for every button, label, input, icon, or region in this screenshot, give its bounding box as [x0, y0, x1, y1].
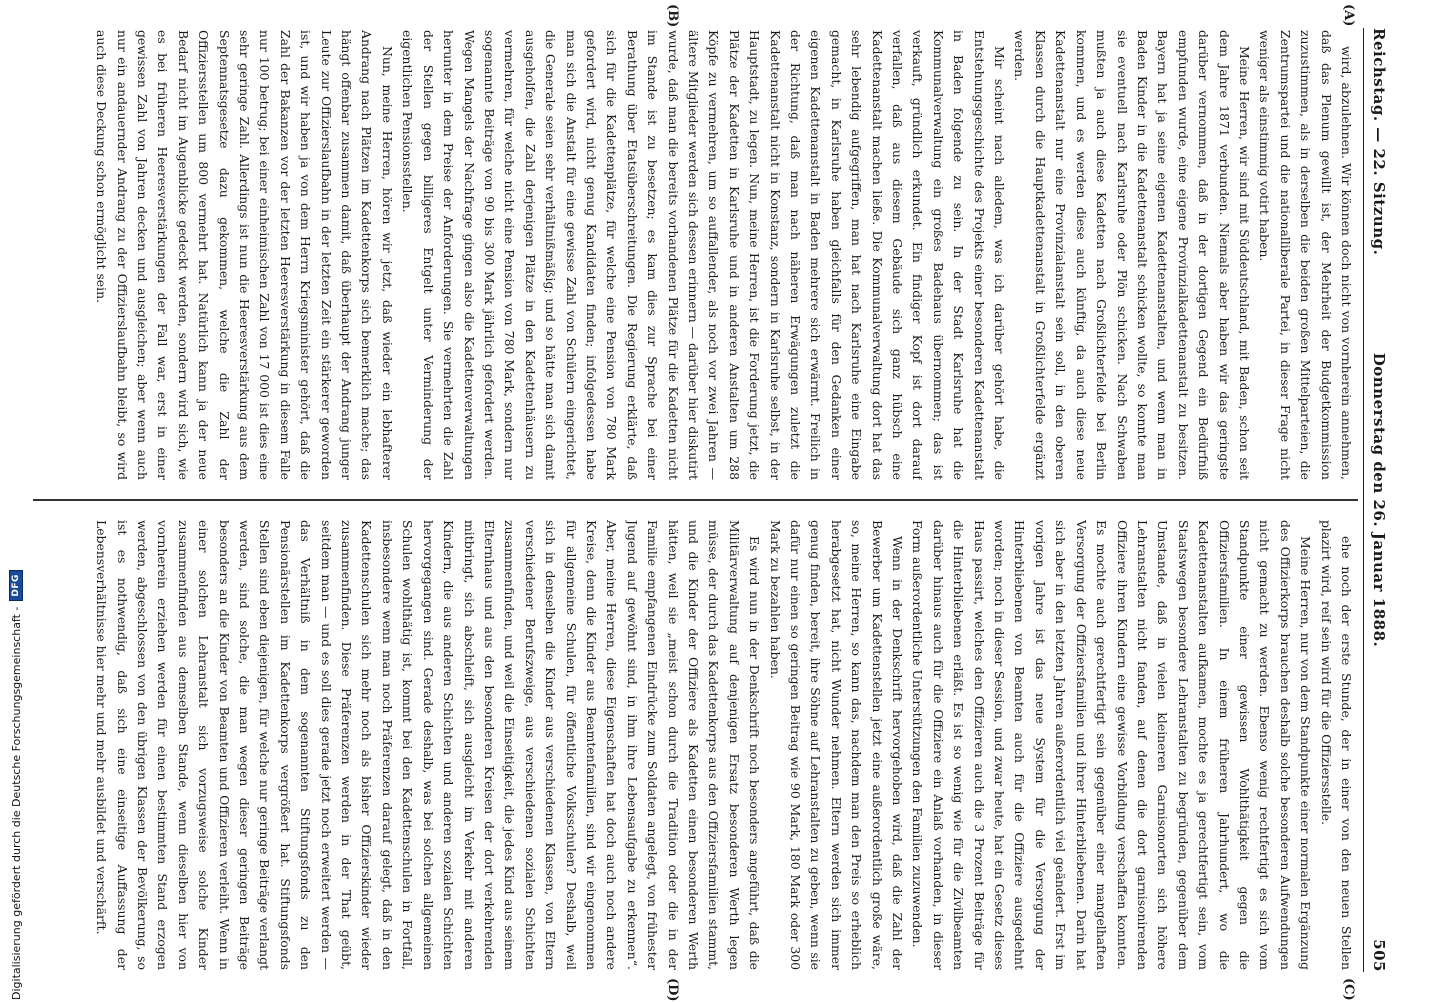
credit-text: Digitalisierung gefördert durch die Deutsche Forschungsgemeinschaft - [9, 606, 23, 1000]
paragraph: Meine Herren, wir sind mit Süddeutschland, mit Baden, schon seit dem Jahre 1871 verbunden. Niemals aber haben wir das geringste darüber vernommen, daß in der dortigen Gegend ein Bedürfniß empfunden wurde, eine eigene Provinzialkadettenanstalt zu besitzen. Bayern hat ja seine eigenen Kadettenanstalten, und wenn man in Baden Kinder in die Kadettenanstalt schicken wollte, so konnte man sie eventuell nach Karlsruhe oder Plön schicken. Nach Schwaben mußten ja auch diese Kadetten nach Großlichterfelde bei Berlin kommen, und es werden diese auch künftig, da auch diese neue Kadettenanstalt nur eine Provinzialanstalt sein soll, in den oberen Klassen durch die Hauptkadettenanstalt in Großlichterfelde ergänzt werden. [1012, 30, 1252, 480]
margin-marker-a: (A) [1341, 4, 1356, 27]
paragraph: Meine Herren, nur von dem Standpunkte einer normalen Ergänzung des Offizierkorps brauchen deshalb solche besonderen Aufwendungen nicht gemacht zu werden. Ebenso wenig rechtfertigt es sich vom Standpunkte einer gewissen Wohlthätigkeit gegen die Offiziersfamilien. In einem früheren Jahrhundert, wo die Kadettenanstalten aufkamen, mochte es ja gerechtfertigt sein, vom Staatswegen besondere Lehranstalten zu begründen, gegenüber dem Umstande, daß in vielen kleineren Garnisonorten sich höhere Lehranstalten nicht fanden, auf denen die dort garnisonirenden Offiziere ihren Kindern eine gewisse Vorbildung verschaffen konnten. Es mochte auch gerechtfertigt sein gegenüber einer mangelhaften Versorgung der Offiziersfamilien und ihrer Hinterbliebenen. Darin hat sich aber in den letzten Jahren außerordentlich viel geändert. Erst im vorigen Jahre ist das neue System für die Versorgung der Hinterbliebenen von Beamten auch für die Offiziere ausgedehnt worden; noch in dieser Session, und zwar heute, hat ein Gesetz dieses Haus passirt, welches den Offizieren auch die 3 Prozent Beiträge für die Hinterbliebenen erläßt. Es ist so wenig wie für die Zivilbeamten darüber hinaus auch für die Offiziere ein Anlaß vorhanden, in dieser Form außerordentliche Unterstützungen den Familien zuzuwenden. [910, 520, 1314, 970]
dfg-logo-icon: DFG [9, 570, 23, 601]
paragraph: wird, abzulehnen. Wir können doch nicht von vornherein annehmen, daß das Plenum gewillt ist, der Mehrheit der Budgetkommission zuzustimmen, als in derselben die beiden großen Mittelparteien, die Zentrumspartei und die nationalliberale Partei, in dieser Frage nicht weniger als einstimmig votirt haben. [1257, 30, 1354, 480]
page-header [1363, 28, 1392, 972]
paragraph: Es wird nun in der Denkschrift noch besonders angeführt, daß die Militärverwaltung auf denjenigen Ersatz besonderen Werth legen müsse, der durch das Kadettenkorps aus den Offiziersfamilien stammt, und die Kinder der Offiziere als Kadetten einen besonderen Werth hätten, weil sie „meist schon durch die Tradition oder die in der Familie empfangenen Eindrücke zum Soldaten angelegt, von frühester Jugend auf gewöhnt sind, in ihm ihre Lebensaufgabe zu erkennen“. Aber, meine Herren, diese Eigenschaften hat doch auch noch andere Kreise, denn die Kinder aus Beamtenfamilien, sind wir eingenommen für allgemeine Schulen, für öffentliche Volksschulen? Deshalb, weil sich in denselben die Kinder aus verschiedenen Klassen, von Eltern verschiedener Berufszweige, aus verschiedenen sozialen Schichten zusammenfinden, und weil die Einseitigkeit, die jedes Kind aus seinem Elternhaus und aus den besonderen Kreisen der dort verkehrenden mitbringt, sich abschleift, sich ausgleicht im Verkehr mit anderen Kindern, die aus anderen Schichten und anderen sozialen Schichten hervorgegangen sind. Gerade deshalb, was bei solchen allgemeinen Schulen wohlthätig ist, kommt bei den Kadettenschulen in Fortfall, insbesondere wenn man noch Präferenzen darauf gelegt, daß in den Kadettenschulen sich mehr noch als bisher Offizierskinder wieder zusammenfinden. Diese Präferenzen werden in der That geübt, seitdem man — und es soll dies gerade jetzt noch erweitert werden — das Verhältniß in dem sogenannten Stiftungsfonds zu den Pensionärstellen im Kadettenkorps vergrößert hat. Stiftungsfonds Stellen sind eben diejenigen, für welche nur geringe Beiträge verlangt werden, sind solche, die man wegen dieser geringen Beiträge besonders an die Kinder von Beamten und Offizieren verleiht. Wenn in einer solchen Lehranstalt sich vorzugsweise solche Kinder zusammenfinden aus demselben Stande, wenn dieselben hier von vornherein erziehen werden für einen bestimmten Stand erzogen werden, abgeschlossen von den übrigen Klassen der Bevölkerung, so ist es nothwendig, daß sich eine einseitige Auffassung der Lebensverhältnisse hier mehr und mehr ausbildet und verschärft. [94, 520, 763, 970]
margin-marker-c: (C) [1341, 978, 1356, 1001]
page-number: 505 [1370, 939, 1388, 972]
margin-marker-d: (D) [665, 978, 680, 1002]
left-text-column [31, 30, 1356, 480]
right-text-column [31, 520, 1356, 970]
paragraph: Wenn in der Denkschrift hervorgehoben wird, daß die Zahl der Bewerber um Kadettenstellen jetzt eine außerordentlich große wäre, so, meine Herren, so kann das, nachdem man den Preis so erheblich herabgesetzt hat, nicht Wunder nehmen. Eltern werden sich immer genug finden, bereit, ihre Söhne auf Lehranstalten zu geben, wenn sie dafür nur einen so geringen Beitrag wie 90 Mark, 180 Mark oder 300 Mark zu bezahlen haben. [767, 520, 906, 970]
header-date: Donnerstag den 26. Januar 1888. [1370, 352, 1388, 648]
header-title: Reichstag. — 22. Sitzung. [1370, 28, 1388, 256]
margin-marker-b: (B) [665, 4, 680, 28]
scanned-page [25, 0, 1400, 1000]
paragraph: Mir scheint nach alledem, was ich darüber gehört habe, die Entstehungsgeschichte des Projekts einer besonderen Kadettenanstalt in Baden folgende zu sein. In der Stadt Karlsruhe hat die Kommunalverwaltung ein großes Badehaus übernommen; das ist verkauft, gründlich erkundet. Ein findiger Kopf ist dort darauf verfallen, daß aus diesem Gebäude sich ganz hübsch eine Kadettenanstalt machen ließe. Die Kommunalverwaltung dort hat das sehr lebendig aufgegriffen, man hat nach Karlsruhe eine Eingabe gemacht, in Karlsruhe haben gleichfalls für den Gedanken einer eigenen Kadettenanstalt in Baden mehrere sich erwärmt. Freilich in der Richtung, daß man nach näheren Erwägungen zuletzt die Kadettenanstalt nicht in Konstanz, sondern in Karlsruhe selbst, in der Hauptstadt, zu legen. Nun, meine Herren, ist die Forderung jetzt, die Plätze der Kadetten in Karlsruhe und in anderen Anstalten um 288 Köpfe zu vermehren, um so auffallender, als noch vor zwei Jahren — ältere Mitglieder werden sich dessen erinnern — darüber hier diskutirt wurde, daß man die bereits vorhandenen Plätze für die Kadetten nicht im Stande ist zu besetzen; es kam dies zur Sprache bei einer Berathung über Etatsüberschreitungen. Die Regierung erklärte, daß sich für die Kadettenplätze, für welche eine Pension von 780 Mark gefordert wird, nicht genug Kandidaten finden; infolgedessen habe man sich die Anstalt für eine gewisse Zahl von Schülern eingerichtet, die Generale seien sehr verhältnißmäßig; und so hätte man sich damit ausgeholfen, die Zahl derjenigen Plätze in den Kadettenhäusern zu vermehren, für welche nicht eine Pension von 780 Mark, sondern nur sogenannte Beiträge von 90 bis 300 Mark jährlich gefordert werden. Wegen Mangels der Nachfrage gingen also die Kadettenverwaltungen herunter in dem Preise der Anforderungen. Sie vermehrten die Zahl der Stellen gegen billigeres Entgelt unter Verminderung der eigentlichen Pensionsstellen. [400, 30, 1008, 480]
column-divider [33, 499, 1358, 501]
digitization-credit [6, 0, 26, 1000]
paragraph: ehe noch der erste Stunde, der in einer von den neuen Stellen plazirt wird, reif sein wird für die Offiziersstelle. [1318, 520, 1354, 970]
paragraph: Nun, meine Herren, hören wir jetzt, daß wieder ein lebhafterer Andrang nach Plätzen im Kadettenkorps sich bemerklich mache; das hängt offenbar zusammen damit, daß überhaupt der Andrang junger Leute zur Offizierslaufbahn in der letzten Zeit ein stärkerer geworden ist, und wir haben ja von dem Herrn Kriegsminister gehört, daß die Zahl der Bakanzen vor der letzten Heeresverstärkung in diesem Falle nur 100 betrug; bei einer einheimischen Zahl von 17 000 ist dies eine sehr geringe Zahl. Allerdings ist nun die Heeresverstärkung aus dem Septennatsgesetze dazu gekommen, welche die Zahl der Offiziersstellen um 800 vermehrt hat. Natürlich kann ja der neue Bedarf nicht im Augenblicke gedeckt werden, sondern wird sich, wie es bei früheren Heeresverstärkungen der Fall war, erst in einer gewissen Zahl von Jahren decken und ausgleichen; aber wenn auch nur ein andauernder Andrang zu der Offizierslaufbahn bleibt, so wird auch diese Deckung schon ermöglicht sein. [94, 30, 395, 480]
